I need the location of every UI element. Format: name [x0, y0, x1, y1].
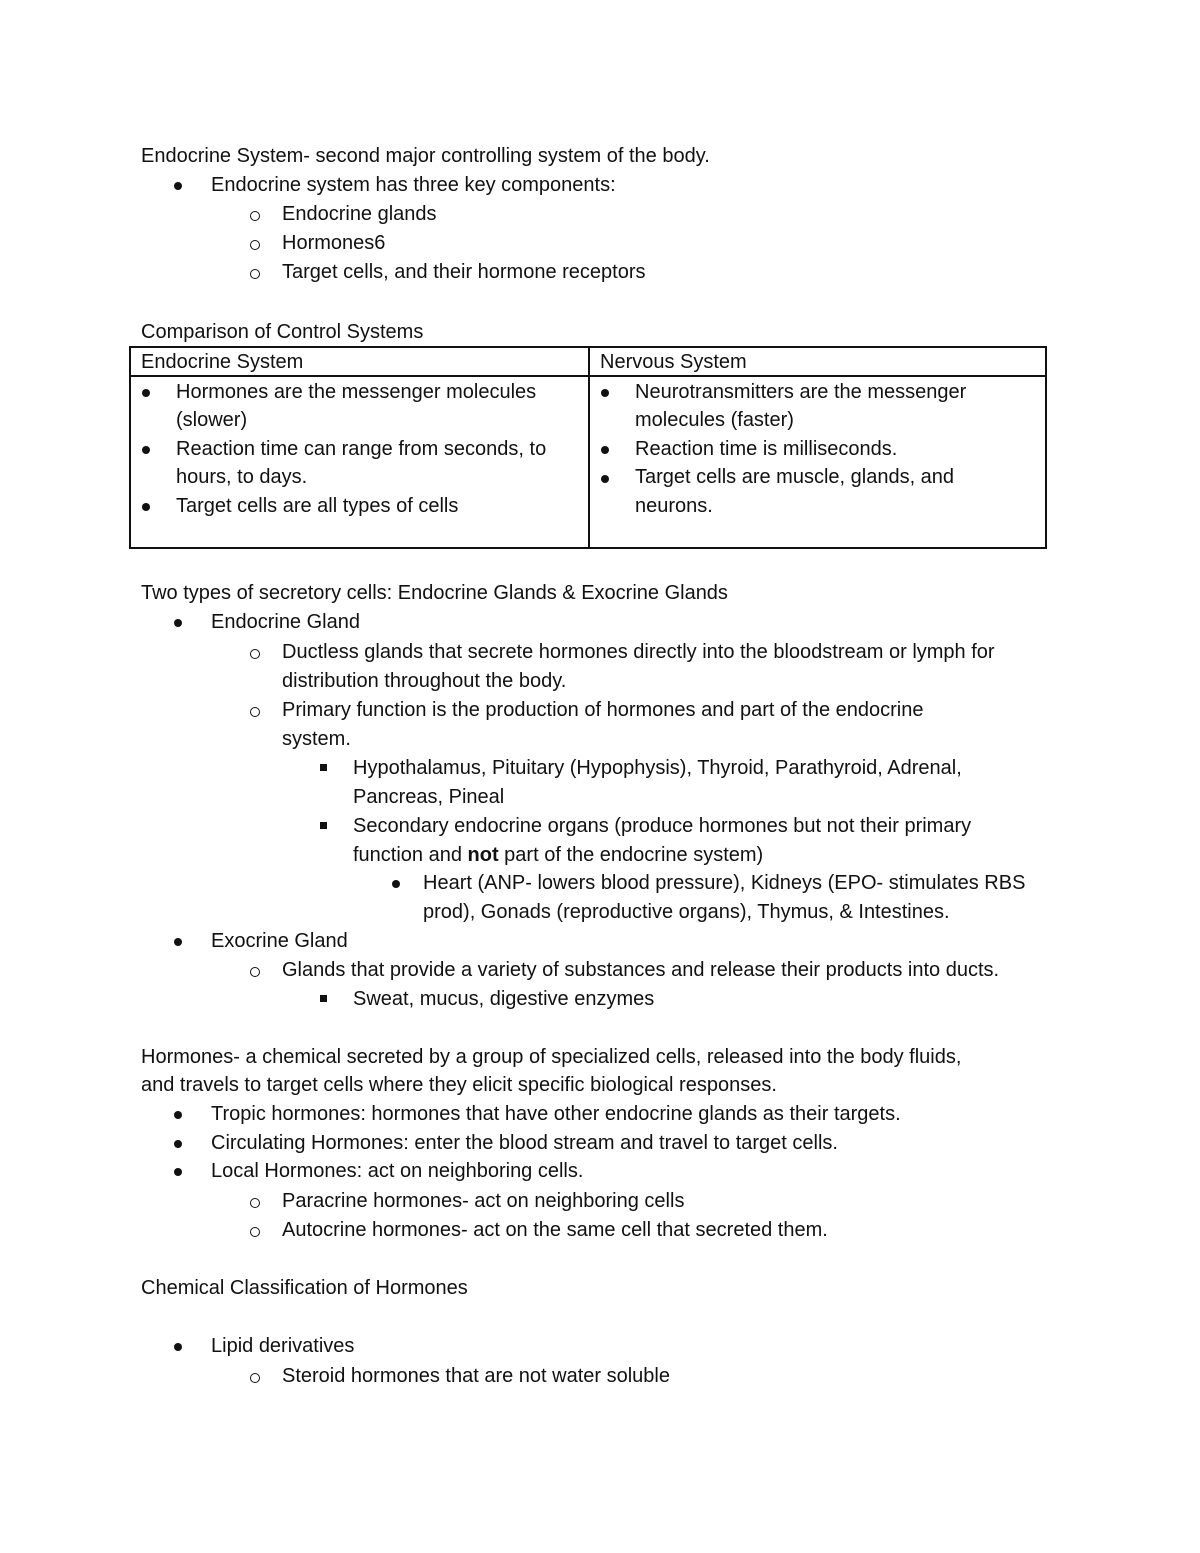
circle-bullet-icon — [250, 211, 260, 221]
circle-bullet-icon — [250, 649, 260, 659]
intro-title: Endocrine System- second major controlling system of the body. — [141, 145, 710, 167]
nervous-cell-line: Neurotransmitters are the messenger — [635, 381, 967, 403]
circle-bullet-icon — [250, 1373, 260, 1383]
nervous-cell-line: molecules (faster) — [635, 409, 794, 431]
hormones-definition: and travels to target cells where they elicit specific biological responses. — [141, 1074, 777, 1096]
exocrine-gland-heading: Exocrine Gland — [211, 930, 348, 952]
table-header-nervous: Nervous System — [600, 351, 747, 373]
circle-bullet-icon — [250, 269, 260, 279]
paracrine-hormones: Paracrine hormones- act on neighboring cells — [282, 1190, 685, 1212]
bullet-icon — [142, 446, 150, 454]
endocrine-cell-line: Target cells are all types of cells — [176, 495, 459, 517]
secondary-text-c: part of the endocrine system) — [498, 844, 764, 866]
nervous-cell-line: neurons. — [635, 495, 713, 517]
local-hormones: Local Hormones: act on neighboring cells. — [211, 1160, 584, 1182]
bullet-icon — [392, 880, 400, 888]
bullet-icon — [174, 182, 182, 190]
component-item: Target cells, and their hormone receptors — [282, 261, 646, 283]
circulating-hormones: Circulating Hormones: enter the blood stream and travel to target cells. — [211, 1132, 838, 1154]
bullet-icon — [142, 389, 150, 397]
endocrine-cell-line: hours, to days. — [176, 466, 308, 488]
primary-function-line: system. — [282, 728, 351, 750]
bullet-icon — [601, 446, 609, 454]
endocrine-cell-line: (slower) — [176, 409, 248, 431]
heart-line: prod), Gonads (reproductive organs), Thymus, & Intestines. — [423, 901, 950, 923]
circle-bullet-icon — [250, 707, 260, 717]
bullet-icon — [142, 503, 150, 511]
square-bullet-icon — [320, 822, 327, 829]
endocrine-cell-line: Reaction time can range from seconds, to — [176, 438, 547, 460]
endocrine-gland-heading: Endocrine Gland — [211, 611, 360, 633]
table-header-endocrine: Endocrine System — [141, 351, 304, 373]
circle-bullet-icon — [250, 967, 260, 977]
secondary-text-bold: not — [467, 844, 499, 866]
bullet-icon — [174, 1140, 182, 1148]
secondary-organs-line: Secondary endocrine organs (produce hormones but not their primary — [353, 815, 972, 837]
secretory-title: Two types of secretory cells: Endocrine Glands & Exocrine Glands — [141, 582, 728, 604]
nervous-cell-line: Reaction time is milliseconds. — [635, 438, 898, 460]
nervous-cell-line: Target cells are muscle, glands, and — [635, 466, 955, 488]
component-item: Hormones6 — [282, 232, 386, 254]
classification-title: Chemical Classification of Hormones — [141, 1277, 468, 1299]
bullet-icon — [601, 389, 609, 397]
steroid-hormones: Steroid hormones that are not water soluble — [282, 1365, 670, 1387]
square-bullet-icon — [320, 764, 327, 771]
primary-function-line: Primary function is the production of hormones and part of the endocrine — [282, 699, 924, 721]
bullet-icon — [174, 1343, 182, 1351]
bullet-icon — [174, 938, 182, 946]
organs-line: Pancreas, Pineal — [353, 786, 505, 808]
autocrine-hormones: Autocrine hormones- act on the same cell that secreted them. — [282, 1219, 828, 1241]
secondary-organs-line — [353, 841, 763, 870]
bullet-icon — [174, 1168, 182, 1176]
comparison-title: Comparison of Control Systems — [141, 321, 424, 343]
intro-bullet: Endocrine system has three key components: — [211, 174, 616, 196]
exocrine-examples: Sweat, mucus, digestive enzymes — [353, 988, 655, 1010]
hormones-definition: Hormones- a chemical secreted by a group of specialized cells, released into the body fluids, — [141, 1046, 962, 1068]
endocrine-cell-line: Hormones are the messenger molecules — [176, 381, 537, 403]
component-item: Endocrine glands — [282, 203, 437, 225]
circle-bullet-icon — [250, 240, 260, 250]
tropic-hormones: Tropic hormones: hormones that have other endocrine glands as their targets. — [211, 1103, 901, 1125]
heart-line: Heart (ANP- lowers blood pressure), Kidneys (EPO- stimulates RBS — [423, 872, 1026, 894]
organs-line: Hypothalamus, Pituitary (Hypophysis), Thyroid, Parathyroid, Adrenal, — [353, 757, 962, 779]
circle-bullet-icon — [250, 1198, 260, 1208]
ductless-line: Ductless glands that secrete hormones directly into the bloodstream or lymph for — [282, 641, 995, 663]
square-bullet-icon — [320, 995, 327, 1002]
circle-bullet-icon — [250, 1227, 260, 1237]
exocrine-desc: Glands that provide a variety of substances and release their products into ducts. — [282, 959, 1000, 981]
ductless-line: distribution throughout the body. — [282, 670, 567, 692]
bullet-icon — [174, 619, 182, 627]
lipid-derivatives: Lipid derivatives — [211, 1335, 355, 1357]
table-column-divider — [588, 348, 590, 547]
secondary-text-a: function and — [353, 844, 468, 866]
bullet-icon — [174, 1111, 182, 1119]
bullet-icon — [601, 475, 609, 483]
